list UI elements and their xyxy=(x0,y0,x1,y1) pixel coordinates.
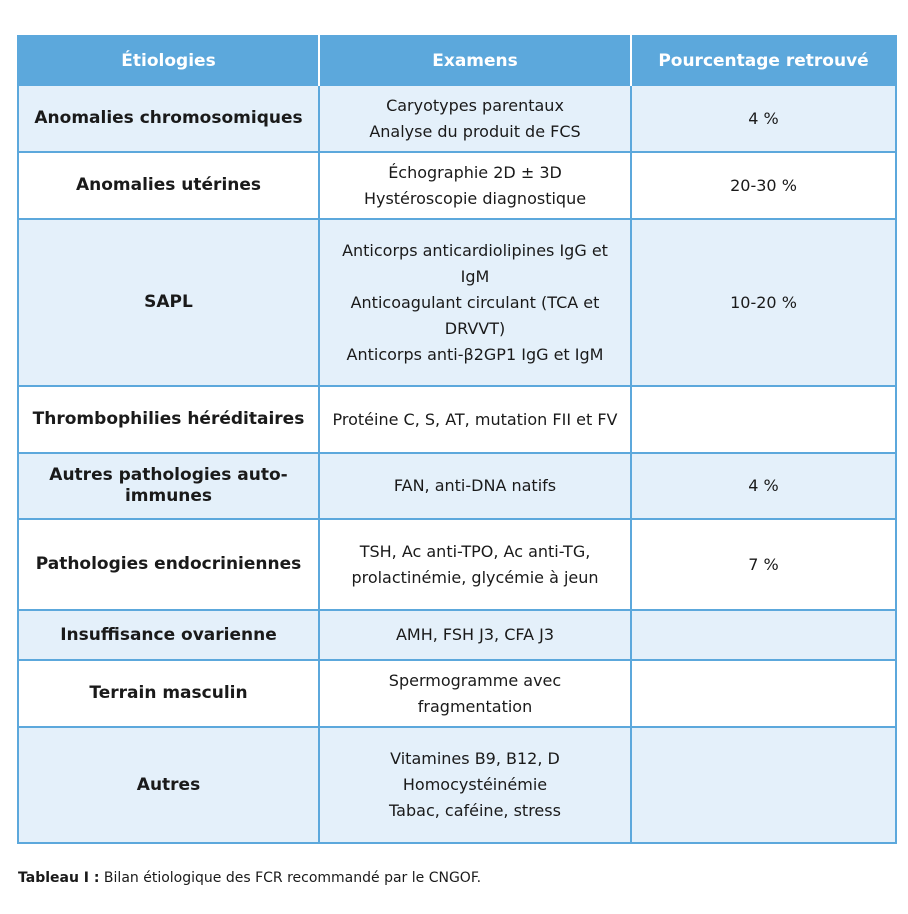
etiology-cell: Pathologies endocriniennes xyxy=(18,519,319,610)
table-row xyxy=(18,152,896,219)
exams-cell xyxy=(319,660,631,727)
header-etiologies: Étiologies xyxy=(18,36,319,85)
table-row xyxy=(18,453,896,519)
exam-line: Spermogramme avec fragmentation xyxy=(388,670,562,716)
table-row xyxy=(18,386,896,453)
exams-cell xyxy=(319,453,631,519)
table-row xyxy=(18,519,896,610)
table-header-row xyxy=(18,36,896,85)
table-row xyxy=(18,219,896,386)
etiology-cell: Thrombophilies héréditaires xyxy=(18,386,319,453)
table-caption xyxy=(18,870,481,886)
table-row xyxy=(18,610,896,660)
exams-cell xyxy=(319,219,631,386)
exams-cell xyxy=(319,85,631,152)
exams-cell xyxy=(319,610,631,660)
caption-label: Tableau I : xyxy=(18,870,100,886)
etiology-cell: Anomalies chromosomiques xyxy=(18,85,319,152)
exam-line: Protéine C, S, AT, mutation FII et FV xyxy=(332,409,618,429)
exams-cell xyxy=(319,386,631,453)
exam-line: Hystéroscopie diagnostique xyxy=(363,188,587,208)
exam-line: Échographie 2D ± 3D xyxy=(388,162,562,182)
exam-line: AMH, FSH J3, CFA J3 xyxy=(395,625,555,644)
table-row xyxy=(18,85,896,152)
exam-line: Anticoagulant circulant (TCA et DRVVT) xyxy=(350,292,600,338)
etiology-cell: Terrain masculin xyxy=(18,660,319,727)
etiology-cell: SAPL xyxy=(18,219,319,386)
exams-cell xyxy=(319,727,631,843)
exam-line: TSH, Ac anti-TPO, Ac anti-TG, prolactinémie, glycémie à jeun xyxy=(351,541,599,587)
percentage-cell: 7 % xyxy=(631,519,896,610)
exam-line: Anticorps anti-β2GP1 IgG et IgM xyxy=(346,344,604,364)
etiology-cell: Anomalies utérines xyxy=(18,152,319,219)
caption-text: Bilan étiologique des FCR recommandé par le CNGOF. xyxy=(99,870,482,886)
etiology-table-container xyxy=(17,35,895,844)
exam-line: FAN, anti-DNA natifs xyxy=(393,476,557,495)
etiology-cell: Autres pathologies auto-immunes xyxy=(18,453,319,519)
table-row xyxy=(18,660,896,727)
exam-line: Analyse du produit de FCS xyxy=(369,121,581,141)
percentage-cell xyxy=(631,386,896,453)
header-examens: Examens xyxy=(319,36,631,85)
exam-line: Caryotypes parentaux xyxy=(386,95,564,115)
exams-cell xyxy=(319,519,631,610)
exam-line: Anticorps anticardiolipines IgG et IgM xyxy=(342,240,608,286)
exam-line: Homocystéinémie xyxy=(402,775,548,794)
etiology-table xyxy=(17,35,897,844)
percentage-cell xyxy=(631,660,896,727)
percentage-cell: 4 % xyxy=(631,453,896,519)
percentage-cell: 10-20 % xyxy=(631,219,896,386)
etiology-cell: Autres xyxy=(18,727,319,843)
percentage-cell: 20-30 % xyxy=(631,152,896,219)
exam-line: Tabac, caféine, stress xyxy=(389,801,561,820)
percentage-cell xyxy=(631,727,896,843)
table-row xyxy=(18,727,896,843)
header-pourcentage: Pourcentage retrouvé xyxy=(631,36,896,85)
etiology-cell: Insuffisance ovarienne xyxy=(18,610,319,660)
exams-cell xyxy=(319,152,631,219)
percentage-cell xyxy=(631,610,896,660)
exam-line: Vitamines B9, B12, D xyxy=(390,749,560,768)
percentage-cell: 4 % xyxy=(631,85,896,152)
